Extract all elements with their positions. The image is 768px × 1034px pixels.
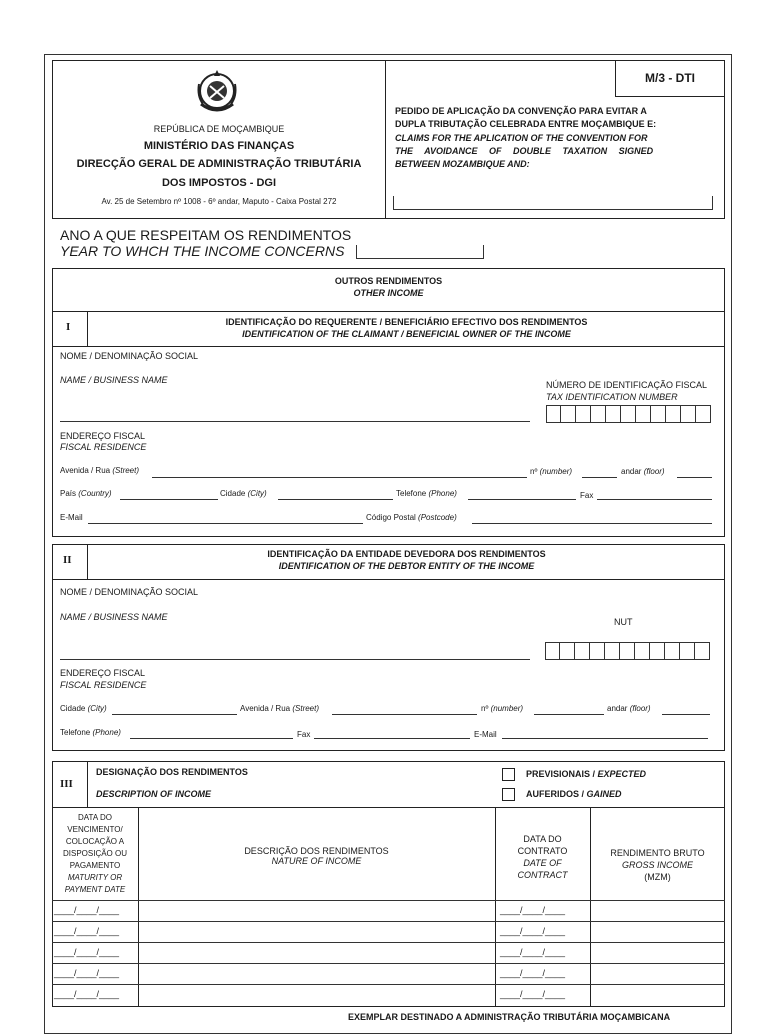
s1-tin-label-en: TAX IDENTIFICATION NUMBER <box>546 392 678 402</box>
s1-email-label: E-Mail <box>60 513 83 522</box>
col3-header: DATA DO CONTRATO DATE OF CONTRACT <box>517 834 568 880</box>
s2-fax-field[interactable] <box>314 738 470 739</box>
ministry-label: MINISTÉRIO DAS FINANÇAS <box>143 140 295 152</box>
form-code: M/3 - DTI <box>645 71 695 85</box>
s1-tin-field[interactable] <box>546 405 711 423</box>
s2-city-label: Cidade (City) <box>60 704 107 713</box>
table-row-line <box>52 984 725 985</box>
s1-name-label-pt: NOME / DENOMINAÇÃO SOCIAL <box>60 351 199 361</box>
s2-nut-label: NUT <box>614 617 633 627</box>
table-row-line <box>52 942 725 943</box>
s2-address-label-en: FISCAL RESIDENCE <box>60 680 147 690</box>
table-row-3-date[interactable]: ____/____/____ <box>54 947 120 957</box>
section-3-number: III <box>60 778 73 790</box>
table-row-2-date[interactable]: ____/____/____ <box>54 926 120 936</box>
s1-floor-label: andar (floor) <box>621 467 665 476</box>
s1-floor-field[interactable] <box>677 477 712 478</box>
table-row-1-date[interactable]: ____/____/____ <box>54 905 120 915</box>
table-row-2-contract-date[interactable]: ____/____/____ <box>500 926 566 936</box>
s2-phone-field[interactable] <box>130 738 293 739</box>
s1-address-label-pt: ENDEREÇO FISCAL <box>60 431 146 441</box>
table-row-line <box>52 963 725 964</box>
s2-nut-field[interactable] <box>545 642 710 660</box>
s2-name-label-en: NAME / BUSINESS NAME <box>60 612 168 622</box>
col2-header: DESCRIÇÃO DOS RENDIMENTOS NATURE OF INCOME <box>244 846 389 866</box>
s1-name-label-en: NAME / BUSINESS NAME <box>60 375 168 385</box>
s2-street-field[interactable] <box>332 714 477 715</box>
table-row-1-contract-date[interactable]: ____/____/____ <box>500 905 566 915</box>
s1-address-label-en: FISCAL RESIDENCE <box>60 442 147 452</box>
table-row-line <box>52 921 725 922</box>
section-3-title-pt: DESIGNAÇÃO DOS RENDIMENTOS <box>96 767 248 777</box>
s1-postcode-label: Código Postal (Postcode) <box>366 513 457 522</box>
table-row-5-date[interactable]: ____/____/____ <box>54 989 120 999</box>
title-en-line-1: CLAIMS FOR THE APLICATION OF THE CONVENTION FOR <box>395 133 648 143</box>
section-3-num-divider <box>87 761 88 807</box>
s2-number-field[interactable] <box>534 714 604 715</box>
republic-label: REPÚBLICA DE MOÇAMBIQUE <box>153 124 285 134</box>
footer-note: EXEMPLAR DESTINADO A ADMINISTRAÇÃO TRIBUTÁRIA MOÇAMBICANA <box>348 1012 671 1022</box>
section-3-header-line <box>52 807 725 808</box>
s1-city-field[interactable] <box>278 499 393 500</box>
table-row-4-contract-date[interactable]: ____/____/____ <box>500 968 566 978</box>
title-en-line-2: THE AVOIDANCE OF DOUBLE TAXATION SIGNED <box>395 146 654 156</box>
other-income-pt: OUTROS RENDIMENTOS <box>334 276 443 286</box>
s1-country-field[interactable] <box>120 499 218 500</box>
s1-number-field[interactable] <box>582 477 617 478</box>
expected-checkbox[interactable] <box>502 768 515 781</box>
directorate-label: DIRECÇÃO GERAL DE ADMINISTRAÇÃO TRIBUTÁRIA <box>76 158 362 170</box>
table-row-5-contract-date[interactable]: ____/____/____ <box>500 989 566 999</box>
year-label-pt: ANO A QUE RESPEITAM OS RENDIMENTOS <box>60 227 352 243</box>
gained-label: AUFERIDOS / GAINED <box>526 789 622 799</box>
s2-number-label: nº (number) <box>481 704 524 713</box>
s1-fax-label: Fax <box>580 491 594 500</box>
s1-tin-label-pt: NÚMERO DE IDENTIFICAÇÃO FISCAL <box>546 380 708 390</box>
s2-floor-field[interactable] <box>662 714 710 715</box>
section-2-number: II <box>63 554 72 566</box>
table-row-3-contract-date[interactable]: ____/____/____ <box>500 947 566 957</box>
s1-number-label: nº (number) <box>530 467 573 476</box>
s1-phone-field[interactable] <box>468 499 576 500</box>
s2-email-field[interactable] <box>502 738 708 739</box>
section-1-number: I <box>66 321 71 333</box>
s1-postcode-field[interactable] <box>472 523 712 524</box>
s1-email-field[interactable] <box>88 523 363 524</box>
s1-phone-label: Telefone (Phone) <box>396 489 457 498</box>
s2-name-label-pt: NOME / DENOMINAÇÃO SOCIAL <box>60 587 199 597</box>
coat-of-arms-icon <box>193 66 241 118</box>
expected-label: PREVISIONAIS / EXPECTED <box>526 769 647 779</box>
section-2-title-pt: IDENTIFICAÇÃO DA ENTIDADE DEVEDORA DOS RENDIMENTOS <box>267 549 546 559</box>
s2-fax-label: Fax <box>297 730 311 739</box>
col1-header: DATA DO VENCIMENTO/ COLOCAÇÃO A DISPOSIÇÃO OU PAGAMENTO MATURITY OR PAYMENT DATE <box>62 813 127 894</box>
col-divider-1 <box>138 807 139 1007</box>
s1-name-field[interactable] <box>60 421 530 422</box>
s2-email-label: E-Mail <box>474 730 497 739</box>
col-divider-3 <box>590 807 591 1007</box>
section-3-title-en: DESCRIPTION OF INCOME <box>96 789 212 799</box>
other-income-en: OTHER INCOME <box>353 288 424 298</box>
year-field[interactable] <box>356 245 484 259</box>
s1-street-label: Avenida / Rua (Street) <box>60 466 140 475</box>
s2-name-field[interactable] <box>60 659 530 660</box>
s1-country-label: País (Country) <box>60 489 112 498</box>
s1-street-field[interactable] <box>152 477 527 478</box>
section-1-box <box>52 311 725 537</box>
s2-floor-label: andar (floor) <box>607 704 651 713</box>
section-2-header-line <box>52 579 725 580</box>
s2-phone-label: Telefone (Phone) <box>60 728 121 737</box>
s1-fax-field[interactable] <box>597 499 712 500</box>
s2-street-label: Avenida / Rua (Street) <box>240 704 320 713</box>
s2-city-field[interactable] <box>112 714 237 715</box>
title-en-line-3: BETWEEN MOZAMBIQUE AND: <box>395 159 530 169</box>
section-2-title-en: IDENTIFICATION OF THE DEBTOR ENTITY OF THE INCOME <box>278 561 535 571</box>
table-row-4-date[interactable]: ____/____/____ <box>54 968 120 978</box>
s2-address-label-pt: ENDEREÇO FISCAL <box>60 668 146 678</box>
department-label: DOS IMPOSTOS - DGI <box>161 177 277 189</box>
table-header-bottom-line <box>52 900 725 901</box>
country-field[interactable] <box>393 196 713 210</box>
title-pt-line-2: DUPLA TRIBUTAÇÃO CELEBRADA ENTRE MOÇAMBIQUE E: <box>395 119 657 129</box>
s1-city-label: Cidade (City) <box>220 489 267 498</box>
gained-checkbox[interactable] <box>502 788 515 801</box>
title-pt-line-1: PEDIDO DE APLICAÇÃO DA CONVENÇÃO PARA EVITAR A <box>395 106 647 116</box>
section-1-title-en: IDENTIFICATION OF THE CLAIMANT / BENEFICIAL OWNER OF THE INCOME <box>242 329 571 339</box>
section-1-title-pt: IDENTIFICAÇÃO DO REQUERENTE / BENEFICIÁRIO EFECTIVO DOS RENDIMENTOS <box>225 317 588 327</box>
year-label-en: YEAR TO WHCH THE INCOME CONCERNS <box>60 243 345 259</box>
col4-header: RENDIMENTO BRUTO GROSS INCOME (MZM) <box>610 848 705 882</box>
section-1-header-line <box>52 346 725 347</box>
address-label: Av. 25 de Setembro nº 1008 - 6º andar, Maputo - Caixa Postal 272 <box>101 197 337 206</box>
